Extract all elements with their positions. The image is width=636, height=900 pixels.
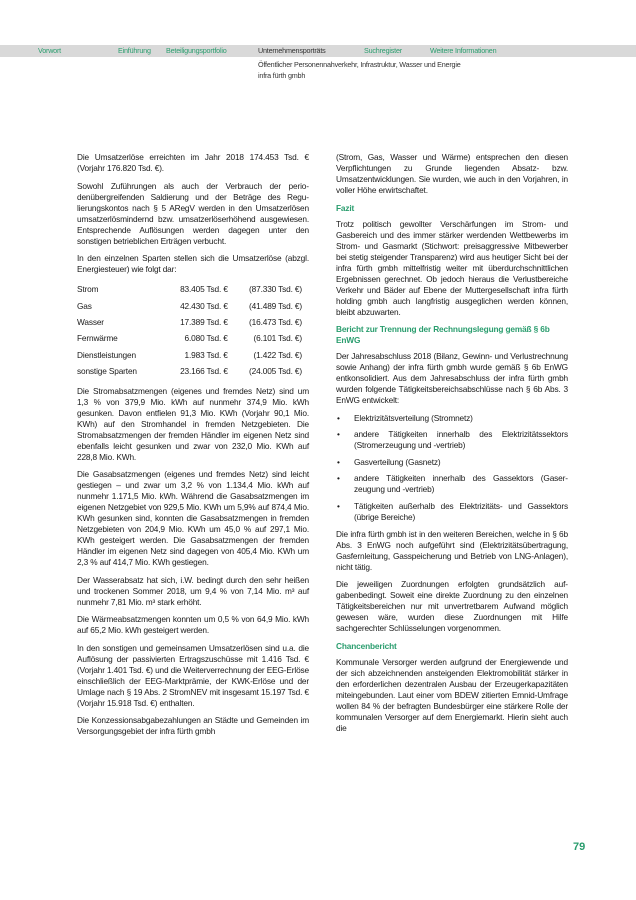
gas-paragraph: Die Gasabsatzmengen (eigenes und fremdes Netz) sind leicht gestiegen – und zwar um 3,2 % von 1.134,4 Mio. kWh auf nunmehr 1.171,5 Mio. kWh. Während die Gasabsatzmengen im eigenen Netzgebiet von 929,5 Mio. KWh um 5,9% auf 874,4 Mio. KWh gesunken sind, konnten die Gasabsatzmengen in fremden Netzgebieten von 204,9 Mio. KWh um 45,0 % auf 297,1 Mio. KWh gesteigert werden. Die Gasabsatzmengen der fremden Händler im eigenen Netz sind dagegen von 405,4 Mio. KWh um 2,3 % auf 414,7 Mio. KWh gestiegen.: [77, 469, 309, 568]
sparte-value: 6.080 Tsd. €: [184, 333, 228, 344]
table-row: [77, 314, 302, 330]
nav-link-einfuehrung[interactable]: Einführung: [118, 46, 151, 55]
zuordnungen-paragraph: Die jeweiligen Zuordnungen erfolgten grundsätzlich aufgabenbedingt. Soweit eine direkte Zuordnung zu den einzelnen Tätigkeitsbereichen nur mit unvertretbarem Aufwand möglich gewesen wäre, wurden diese Zuordnungen mit Hilfe sachgerechter Schlüsselungen vorgenommen.: [336, 579, 568, 633]
section-category: Öffentlicher Personennahverkehr, Infrastruktur, Wasser und Energie: [258, 60, 461, 69]
taetigkeitsbereiche-list: [336, 413, 568, 523]
list-item-text: Tätigkeiten außerhalb des Elektrizitäts- und Gassektors (übrige Bereiche): [354, 500, 568, 522]
sparte-name: sonstige Sparten: [77, 366, 137, 377]
bullet-icon: •: [337, 473, 340, 483]
sparten-revenue-table: [77, 282, 302, 380]
sparte-value: 1.983 Tsd. €: [184, 349, 228, 360]
fazit-paragraph: Trotz politisch gewollter Verschärfungen im Strom- und Gasbereich und des immer stärker werdenden Wettbewerbs im Strom- und Gasmarkt (Stichwort: preisaggressive Mitbewerber bei stetig steigender Transparenz) wird aus heutiger Sicht bei der infra fürth gmbh mittelfristig weiter mit überdurchschnittlichen Ergebnissen gerechnet. Ob jedoch hieraus die Verlustbereiche Verkehr und Bäder auf Ebene der Muttergesellschaft infra fürth holding gmbh auch langfristig ausgeglichen werden können, bleibt abzuwarten.: [336, 218, 568, 317]
sparten-intro: In den einzelnen Sparten stellen sich die Umsatzerlöse (abzgl. Energiesteuer) wie folgt dar:: [77, 253, 309, 274]
heading-fazit: Fazit: [336, 202, 355, 213]
nav-link-unternehmensportraets[interactable]: Unternehmensporträts: [258, 46, 326, 55]
sparte-value: 23.166 Tsd. €: [180, 366, 228, 377]
right-column: [336, 152, 568, 740]
page-number: 79: [573, 841, 586, 853]
list-item-text: Elektrizitätsverteilung (Stromnetz): [354, 412, 473, 423]
sonstige-paragraph: In den sonstigen und gemeinsamen Umsatzerlösen sind u.a. die Auflösung der passivierten Ertragszuschüsse mit 1.416 Tsd. € (Vorjahr 1.401 Tsd. €) und die Weiterverrechnung der EEG-Erlöse einschließlich der EEG-Marktprämie, der KWK-Erlöse und der Umlage nach § 19 Abs. 2 StromNEV mit insgesamt 15.197 Tsd. € (Vorjahr 15.918 Tsd. €) enthalten.: [77, 642, 309, 708]
jahresabschluss-paragraph: Der Jahresabschluss 2018 (Bilanz, Gewinn- und Verlustrechnung sowie Anhang) der infra fürth gmbh wurde gemäß § 6b EnWG entkonsolidiert. Aus dem Jahresabschluss der infra fürth gmbh wurden folgende Tätigkeitsbereichsabschlüsse nach § 6b Abs. 3 EnWG entwickelt:: [336, 351, 568, 405]
sparte-value: 83.405 Tsd. €: [180, 284, 228, 295]
sparte-prev-year: (6.101 Tsd. €): [253, 333, 302, 344]
strom-paragraph: Die Stromabsatzmengen (eigenes und fremdes Netz) sind um 1,3 % von 379,9 Mio. kWh auf nunmehr 374,9 Mio. kWh gesunken. Davon entfielen 91,3 Mio. KWh (Vorjahr 90,1 Mio. KWh) auf den Stromhandel in fremden Netzgebieten. Die Stromabsatzmengen der fremden Händler im eigenen Netz sind ebenfalls leicht gesunken und zwar von 232,0 Mio. KWh auf 228,8 Mio. KWh.: [77, 385, 309, 462]
list-item: [336, 429, 568, 451]
sparte-name: Wasser: [77, 316, 104, 327]
sparte-prev-year: (87.330 Tsd. €): [249, 284, 302, 295]
sparte-prev-year: (24.005 Tsd. €): [249, 366, 302, 377]
revenue-paragraph: Die Umsatzerlöse erreichten im Jahr 2018 174.453 Tsd. € (Vorjahr 176.820 Tsd. €).: [77, 152, 309, 173]
section-navigation-bar: [0, 45, 636, 57]
sparte-prev-year: (16.473 Tsd. €): [249, 316, 302, 327]
konzession-paragraph: Die Konzessionsabgabezahlungen an Städte und Gemeinden im Versorgungsgebiet der infra fürth gmbh: [77, 715, 309, 737]
sparte-name: Gas: [77, 300, 92, 311]
waerme-paragraph: Die Wärmeabsatzmengen konnten um 0,5 % von 64,9 Mio. kWh auf 65,2 Mio. kWh gesteigert werden.: [77, 614, 309, 636]
table-row: [77, 282, 302, 298]
table-row: [77, 347, 302, 363]
list-item-text: Gasverteilung (Gasnetz): [354, 456, 441, 467]
bullet-icon: •: [337, 429, 340, 439]
table-row: [77, 298, 302, 314]
heading-bericht-trennung: Bericht zur Trennung der Rechnungslegung gemäß § 6b EnWG: [336, 324, 550, 345]
sparte-prev-year: (1.422 Tsd. €): [253, 349, 302, 360]
table-row: [77, 331, 302, 347]
konzession-continued-paragraph: (Strom, Gas, Wasser und Wärme) entsprechen den diesen Verpflichtungen zu Grunde liegenden Absatz- bzw. Umsatzentwicklungen. Sie wurden, wie auch in den Vorjahren, in voller Höhe erwirtschaftet.: [336, 152, 568, 195]
heading-chancenbericht: Chancenbericht: [336, 640, 397, 651]
regulation-paragraph: Sowohl Zuführungen als auch der Verbrauch der periodenübergreifenden Saldierung und der Beträge des Regulierungskontos nach § 5 ARegV werden in den Umsatzerlösen umsatzerlösmindernd bzw. umsatzerlöserhöhend ausgewiesen. Entsprechende Auflösungen werden dagegen unter den sonstigen betrieblichen Erträgen verbucht.: [77, 180, 309, 246]
company-name: infra fürth gmbh: [258, 71, 306, 80]
sparte-name: Strom: [77, 284, 99, 295]
list-item-text: andere Tätigkeiten innerhalb des Elektrizitätssektors (Stromerzeugung und -vertrieb): [354, 429, 568, 450]
sparte-prev-year: (41.489 Tsd. €): [249, 300, 302, 311]
sparte-value: 42.430 Tsd. €: [180, 300, 228, 311]
bullet-icon: •: [337, 456, 340, 467]
list-item-text: andere Tätigkeiten innerhalb des Gassektors (Gaserzeugung und -vertrieb): [354, 473, 568, 494]
list-item: [336, 501, 568, 523]
table-row: [77, 363, 302, 379]
list-item: [336, 457, 568, 468]
sparte-name: Fernwärme: [77, 333, 118, 344]
wasser-paragraph: Der Wasserabsatz hat sich, i.W. bedingt durch den sehr heißen und trockenen Sommer 2018, um 9,4 % von 7,14 Mio. m³ auf nunmehr 7,81 Mio. m³ stark erhöht.: [77, 574, 309, 607]
nav-link-weitere-informationen[interactable]: Weitere Informationen: [430, 46, 497, 55]
chancen-paragraph: Kommunale Versorger werden aufgrund der Energiewende und der sich abzeichnenden ansteigenden Elektromobilität stärker in den erforderlichen dezentralen Ausbau der Erzeugerkapazitäten miteingebunden. Laut einer vom BDEW zitierten Emnid-Umfrage wollen 84 % der befragten Bundesbürger eine stärkere Rolle der kommunalen Versorger auf dem Energiemarkt. Hierin sieht auch die: [336, 656, 568, 733]
sparte-name: Dienstleistungen: [77, 349, 136, 360]
bullet-icon: •: [337, 500, 340, 511]
bullet-icon: •: [337, 412, 340, 423]
nav-link-beteiligungsportfolio[interactable]: Beteiligungsportfolio: [166, 46, 227, 55]
left-column: [77, 152, 309, 744]
nav-link-suchregister[interactable]: Suchregister: [364, 46, 402, 55]
sparte-value: 17.389 Tsd. €: [180, 316, 228, 327]
list-item: [336, 413, 568, 424]
nav-link-vorwort[interactable]: Vorwort: [38, 46, 61, 55]
list-item: [336, 473, 568, 495]
weitere-bereiche-paragraph: Die infra fürth gmbh ist in den weiteren Bereichen, welche in § 6b Abs. 3 EnWG noch aufgeführt sind (Elektrizitätsübertragung, Gasfernleitung, Gasspeicherung und Betrieb von LNG-Anlagen), nicht tätig.: [336, 528, 568, 572]
